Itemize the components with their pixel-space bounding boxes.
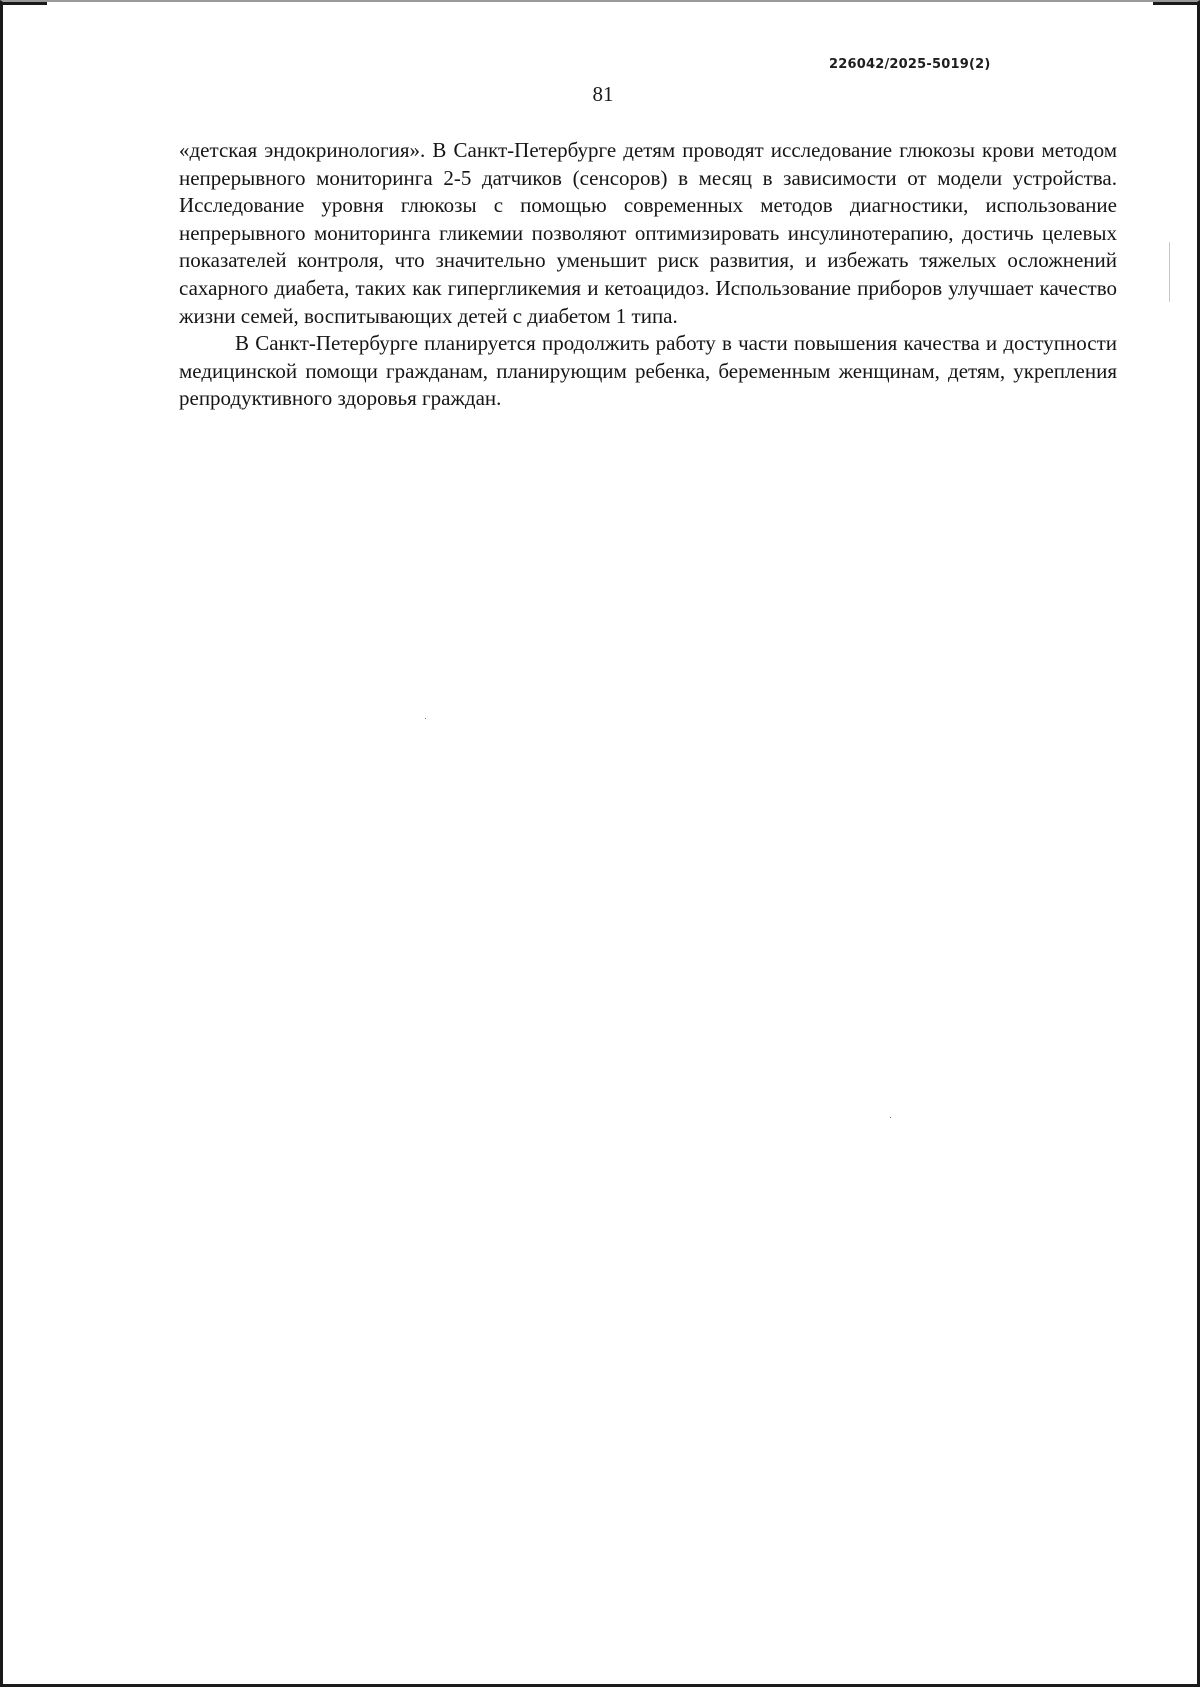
document-body (179, 137, 1117, 413)
scan-edge-mark (3, 2, 47, 5)
document-number: 226042/2025-5019(2) (829, 57, 991, 72)
scan-edge-mark (1153, 2, 1197, 5)
scan-speck (890, 1117, 891, 1118)
scan-edge-artifact (1169, 242, 1170, 302)
paragraph: «детская эндокринология». В Санкт-Петербурге детям проводят исследование глюкозы крови методом непрерывного мониторинга 2-5 датчиков (сенсоров) в месяц в зависимости от модели устройства. Исследование уровня глюкозы с помощью современных методов диагностики, использование непрерывного мониторинга гликемии позволяют оптимизировать инсулинотерапию, достичь целевых показателей контроля, что значительно уменьшит риск развития, и избежать тяжелых осложнений сахарного диабета, таких как гипергликемия и кетоацидоз. Использование приборов улучшает качество жизни семей, воспитывающих детей с диабетом 1 типа. (179, 138, 1117, 328)
page-number: 81 (592, 82, 614, 106)
scan-speck (425, 718, 426, 719)
paragraph: В Санкт-Петербурге планируется продолжить работу в части повышения качества и доступности медицинской помощи гражданам, планирующим ребенка, беременным женщинам, детям, укрепления репродуктивного здоровья граждан. (179, 331, 1117, 411)
